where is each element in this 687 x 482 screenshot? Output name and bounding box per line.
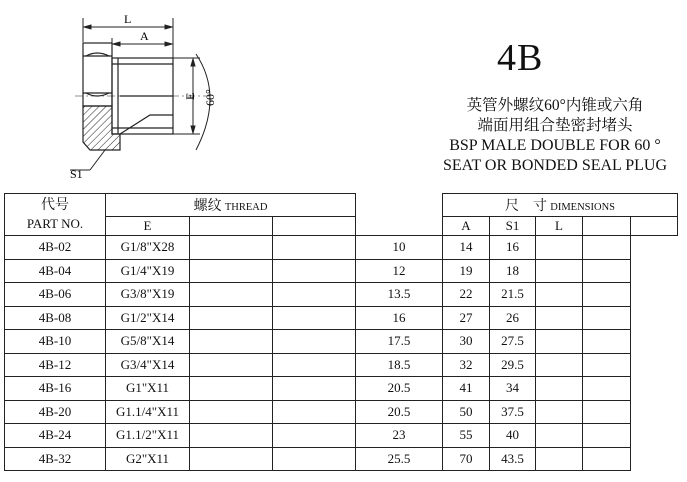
header-dims-cn: 尺 寸 xyxy=(504,199,547,214)
cell-a: 16 xyxy=(356,306,443,330)
cell-l: 16 xyxy=(490,236,536,260)
cell-thread-e: G3/4"X14 xyxy=(106,353,190,377)
cell-s1: 30 xyxy=(443,330,490,354)
subheader-blank xyxy=(583,217,631,236)
label-angle: 60° xyxy=(203,89,217,106)
cell-l: 21.5 xyxy=(490,283,536,307)
cell-l: 29.5 xyxy=(490,353,536,377)
cell-part: 4B-02 xyxy=(5,236,106,260)
table-row xyxy=(5,400,678,424)
cell-l: 27.5 xyxy=(490,330,536,354)
label-a: A xyxy=(140,29,149,43)
subheader-l: L xyxy=(536,217,583,236)
cell-s1: 70 xyxy=(443,447,490,471)
plug-technical-drawing xyxy=(0,0,240,192)
label-s1: S1 xyxy=(70,167,83,181)
header-part-en: PART NO. xyxy=(26,215,84,231)
cell-part: 4B-12 xyxy=(5,353,106,377)
table-row xyxy=(5,353,678,377)
table-row xyxy=(5,283,678,307)
cell-l: 26 xyxy=(490,306,536,330)
cell-a: 10 xyxy=(356,236,443,260)
cell-part: 4B-32 xyxy=(5,447,106,471)
cell-blank xyxy=(190,236,273,260)
cell-blank xyxy=(273,400,356,424)
table-row xyxy=(5,306,678,330)
header-part-no xyxy=(5,194,106,236)
cell-blank xyxy=(273,283,356,307)
cell-blank xyxy=(583,330,631,354)
cell-thread-e: G1.1/2"X11 xyxy=(106,424,190,448)
header-thread xyxy=(106,194,356,217)
cell-blank xyxy=(536,353,583,377)
table-row xyxy=(5,236,678,260)
cell-blank xyxy=(583,283,631,307)
product-description xyxy=(424,96,686,176)
cell-a: 20.5 xyxy=(356,377,443,401)
cell-blank xyxy=(190,283,273,307)
cell-s1: 27 xyxy=(443,306,490,330)
cell-thread-e: G2"X11 xyxy=(106,447,190,471)
cell-blank xyxy=(583,424,631,448)
spec-table xyxy=(4,193,678,471)
subheader-s1: S1 xyxy=(490,217,536,236)
header-dimensions xyxy=(443,194,678,217)
cell-thread-e: G1/4"X19 xyxy=(106,259,190,283)
label-e: E xyxy=(183,92,197,100)
description-en-line1: BSP MALE DOUBLE FOR 60 ° xyxy=(449,137,661,154)
cell-a: 12 xyxy=(356,259,443,283)
cell-blank xyxy=(583,353,631,377)
subheader-blank xyxy=(631,217,678,236)
cell-blank xyxy=(190,259,273,283)
s1-leader xyxy=(90,150,105,170)
cell-s1: 19 xyxy=(443,259,490,283)
cell-a: 25.5 xyxy=(356,447,443,471)
cell-blank xyxy=(536,259,583,283)
cell-blank xyxy=(190,353,273,377)
description-cn-line2: 端面用组合垫密封堵头 xyxy=(477,117,633,134)
cell-blank xyxy=(536,330,583,354)
cell-blank xyxy=(536,236,583,260)
cell-blank xyxy=(273,236,356,260)
cell-s1: 55 xyxy=(443,424,490,448)
cell-s1: 14 xyxy=(443,236,490,260)
cell-blank xyxy=(583,447,631,471)
description-cn-line1: 英管外螺纹60°内锥或六角 xyxy=(466,97,644,114)
subheader-blank xyxy=(273,217,356,236)
cell-thread-e: G1.1/4"X11 xyxy=(106,400,190,424)
cell-blank xyxy=(273,353,356,377)
cell-blank xyxy=(536,447,583,471)
header-thread-en: THREAD xyxy=(224,202,268,213)
cell-thread-e: G1/8"X28 xyxy=(106,236,190,260)
cell-thread-e: G3/8"X19 xyxy=(106,283,190,307)
subheader-e: E xyxy=(106,217,190,236)
cell-l: 43.5 xyxy=(490,447,536,471)
table-row xyxy=(5,330,678,354)
cell-blank xyxy=(273,377,356,401)
cell-blank xyxy=(190,447,273,471)
cell-blank xyxy=(273,259,356,283)
cell-blank xyxy=(536,400,583,424)
subheader-blank xyxy=(190,217,273,236)
header-part-cn: 代号 xyxy=(41,197,69,213)
subheader-a: A xyxy=(443,217,490,236)
cell-part: 4B-10 xyxy=(5,330,106,354)
table-row xyxy=(5,259,678,283)
cell-blank xyxy=(190,424,273,448)
description-en-line2: SEAT OR BONDED SEAL PLUG xyxy=(442,157,667,174)
cell-part: 4B-04 xyxy=(5,259,106,283)
table-header-row xyxy=(5,194,678,217)
cell-thread-e: G1/2"X14 xyxy=(106,306,190,330)
cell-blank xyxy=(273,447,356,471)
cell-l: 34 xyxy=(490,377,536,401)
cell-part: 4B-16 xyxy=(5,377,106,401)
hex-head xyxy=(83,43,112,106)
cell-blank xyxy=(583,377,631,401)
cell-a: 13.5 xyxy=(356,283,443,307)
cell-l: 40 xyxy=(490,424,536,448)
cell-blank xyxy=(273,424,356,448)
cell-l: 37.5 xyxy=(490,400,536,424)
cell-a: 20.5 xyxy=(356,400,443,424)
cell-thread-e: G5/8"X14 xyxy=(106,330,190,354)
cell-blank xyxy=(273,306,356,330)
cell-blank xyxy=(190,306,273,330)
cell-a: 23 xyxy=(356,424,443,448)
cell-blank xyxy=(190,377,273,401)
cell-blank xyxy=(583,306,631,330)
cell-part: 4B-08 xyxy=(5,306,106,330)
cell-blank xyxy=(536,377,583,401)
cell-blank xyxy=(536,283,583,307)
cell-part: 4B-24 xyxy=(5,424,106,448)
cell-blank xyxy=(536,306,583,330)
cell-blank xyxy=(190,330,273,354)
cell-part: 4B-06 xyxy=(5,283,106,307)
cell-blank xyxy=(583,236,631,260)
cell-blank xyxy=(583,259,631,283)
cell-a: 18.5 xyxy=(356,353,443,377)
cell-s1: 32 xyxy=(443,353,490,377)
cell-l: 18 xyxy=(490,259,536,283)
table-blank-column xyxy=(356,194,443,236)
cell-thread-e: G1"X11 xyxy=(106,377,190,401)
cell-blank xyxy=(190,400,273,424)
cell-s1: 22 xyxy=(443,283,490,307)
cell-blank xyxy=(583,400,631,424)
cell-a: 17.5 xyxy=(356,330,443,354)
cell-part: 4B-20 xyxy=(5,400,106,424)
cell-s1: 50 xyxy=(443,400,490,424)
model-title: 4B xyxy=(497,37,544,79)
table-row xyxy=(5,447,678,471)
cell-s1: 41 xyxy=(443,377,490,401)
header-dims-en: DIMENSIONS xyxy=(550,202,615,213)
cell-blank xyxy=(273,330,356,354)
cone-seat xyxy=(120,115,173,134)
cell-blank xyxy=(536,424,583,448)
table-subheader-row xyxy=(5,217,678,236)
header-thread-cn: 螺纹 xyxy=(193,199,222,214)
table-row xyxy=(5,377,678,401)
table-row xyxy=(5,424,678,448)
label-l: L xyxy=(124,12,132,26)
